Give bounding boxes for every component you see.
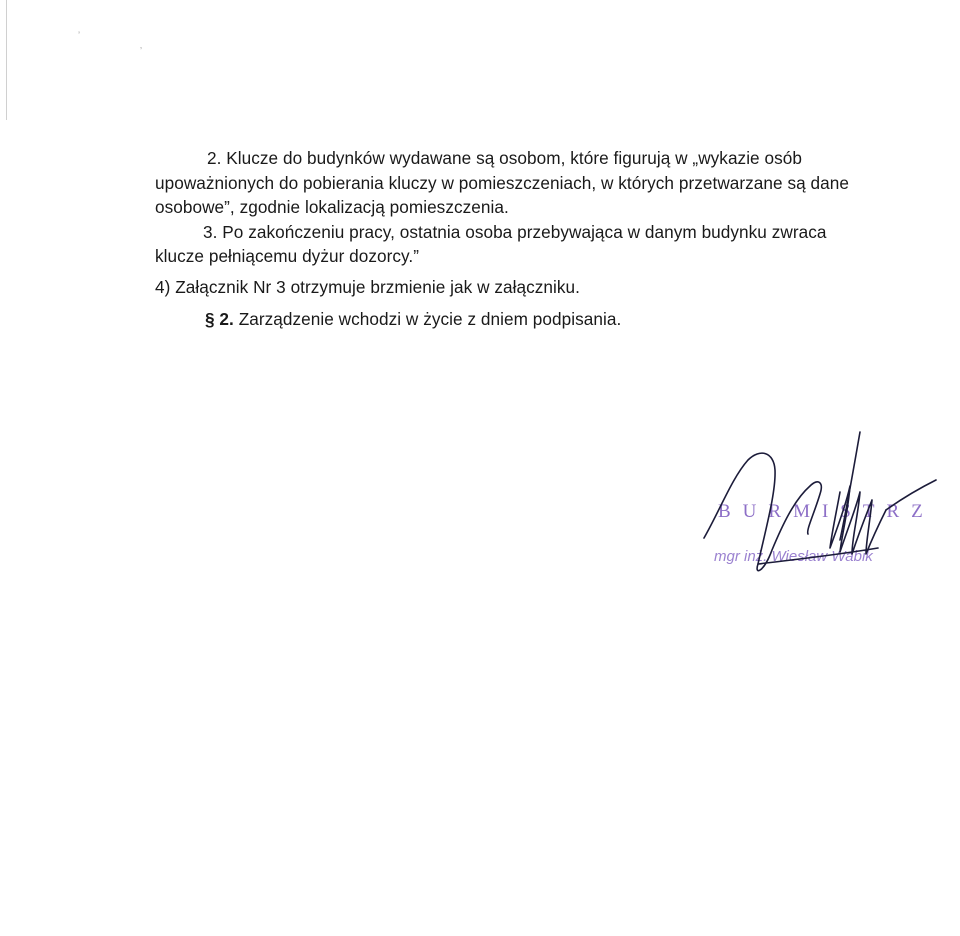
paragraph-3-line-1: 3. Po zakończeniu pracy, ostatnia osoba przebywająca w danym budynku zwraca (203, 221, 827, 242)
section-text: Zarządzenie wchodzi w życie z dniem podpisania. (233, 309, 622, 329)
document-body (155, 146, 945, 332)
section-mark: § 2. (205, 309, 234, 329)
paragraph-2-line-2: upoważnionych do pobierania kluczy w pomieszczeniach, w których przetwarzane są dane (155, 172, 849, 193)
section-2 (155, 307, 945, 332)
stamp-title: BURMISTRZ (718, 501, 935, 522)
paragraph-4: 4) Załącznik Nr 3 otrzymuje brzmienie jak w załączniku. (155, 276, 580, 297)
stamp-name: mgr inż. Wiesław Wabik (714, 548, 873, 565)
handwritten-signature (700, 430, 940, 590)
scan-speck: ‚ (140, 40, 142, 50)
scan-speck: ’ (78, 30, 80, 40)
paragraph-3-line-2: klucze pełniącemu dyżur dozorcy.” (155, 246, 420, 266)
paragraph-2-line-3: osobowe”, zgodnie lokalizacją pomieszczenia. (155, 197, 509, 217)
paragraph-2-line-1: 2. Klucze do budynków wydawane są osobom, które figurują w „wykazie osób (207, 148, 802, 168)
scan-edge-line (6, 0, 7, 120)
